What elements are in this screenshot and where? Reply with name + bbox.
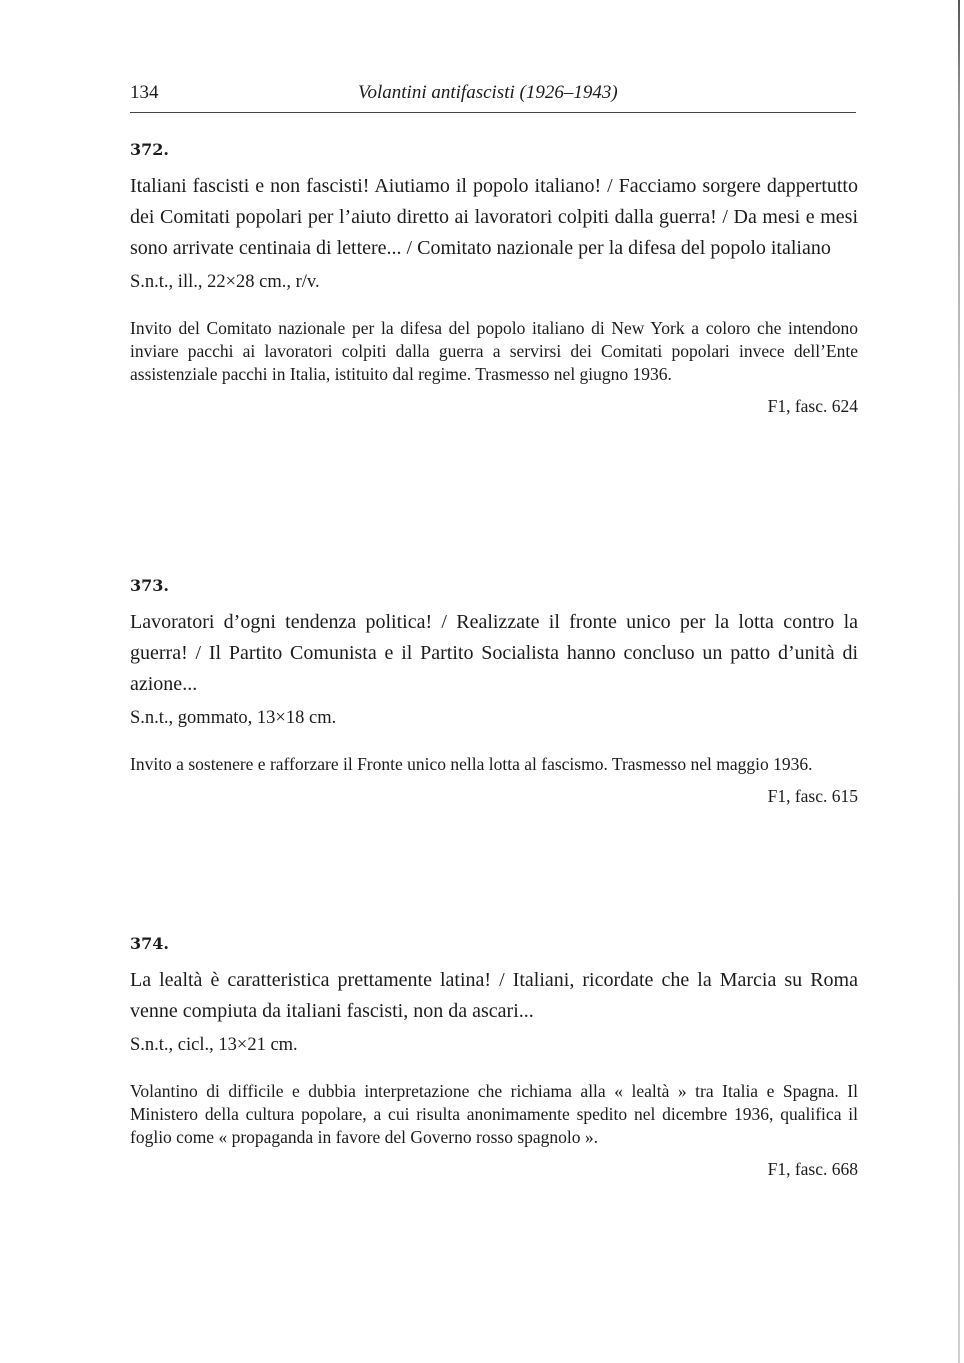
entry-title: Italiani fascisti e non fascisti! Aiutiamo il popolo italiano! / Facciamo sorgere dappertutto dei Comitati popolari per l’aiuto diretto ai lavoratori colpiti dalla guerra! / Da mesi e mesi sono arrivate centinaia di lettere... / Comitato nazionale per la difesa del popolo italiano bbox=[130, 175, 858, 259]
catalog-entry bbox=[130, 140, 858, 417]
catalog-entry bbox=[130, 934, 858, 1180]
page-edge-shadow bbox=[958, 0, 960, 1363]
entry-format: S.n.t., gommato, 13×18 cm. bbox=[130, 708, 337, 728]
running-title: Volantini antifascisti (1926–1943) bbox=[358, 82, 618, 103]
entry-description: Invito a sostenere e rafforzare il Fronte unico nella lotta al fascismo. Trasmesso nel maggio 1936. bbox=[130, 754, 813, 774]
entry-description: Invito del Comitato nazionale per la difesa del popolo italiano di New York a coloro che intendono inviare pacchi ai lavoratori colpiti dalla guerra a servirsi dei Comitati popolari invece dell’Ente assistenziale pacchi in Italia, istituito dal regime. Trasmesso nel giugno 1936. bbox=[130, 318, 858, 384]
entry-number: 373. bbox=[130, 576, 169, 595]
catalog-entry bbox=[130, 576, 858, 807]
entry-reference: F1, fasc. 668 bbox=[767, 1159, 858, 1179]
entry-reference: F1, fasc. 624 bbox=[767, 396, 858, 416]
page-header bbox=[130, 82, 856, 113]
entry-description: Volantino di difficile e dubbia interpretazione che richiama alla « lealtà » tra Italia e Spagna. Il Ministero della cultura popolare, a cui risulta anonimamente spedito nel dicembre 1936, qualifica il foglio come « propaganda in favore del Governo rosso spagnolo ». bbox=[130, 1081, 858, 1147]
entry-title: Lavoratori d’ogni tendenza politica! / Realizzate il fronte unico per la lotta contro la guerra! / Il Partito Comunista e il Partito Socialista hanno concluso un patto d’unità di azione... bbox=[130, 611, 858, 695]
page-number: 134 bbox=[130, 82, 159, 103]
entry-title: La lealtà è caratteristica prettamente latina! / Italiani, ricordate che la Marcia su Roma venne compiuta da italiani fascisti, non da ascari... bbox=[130, 969, 858, 1022]
entry-format: S.n.t., cicl., 13×21 cm. bbox=[130, 1035, 298, 1055]
entry-format: S.n.t., ill., 22×28 cm., r/v. bbox=[130, 272, 320, 292]
entry-number: 372. bbox=[130, 140, 169, 159]
entry-number: 374. bbox=[130, 934, 169, 953]
entry-reference: F1, fasc. 615 bbox=[767, 786, 858, 806]
